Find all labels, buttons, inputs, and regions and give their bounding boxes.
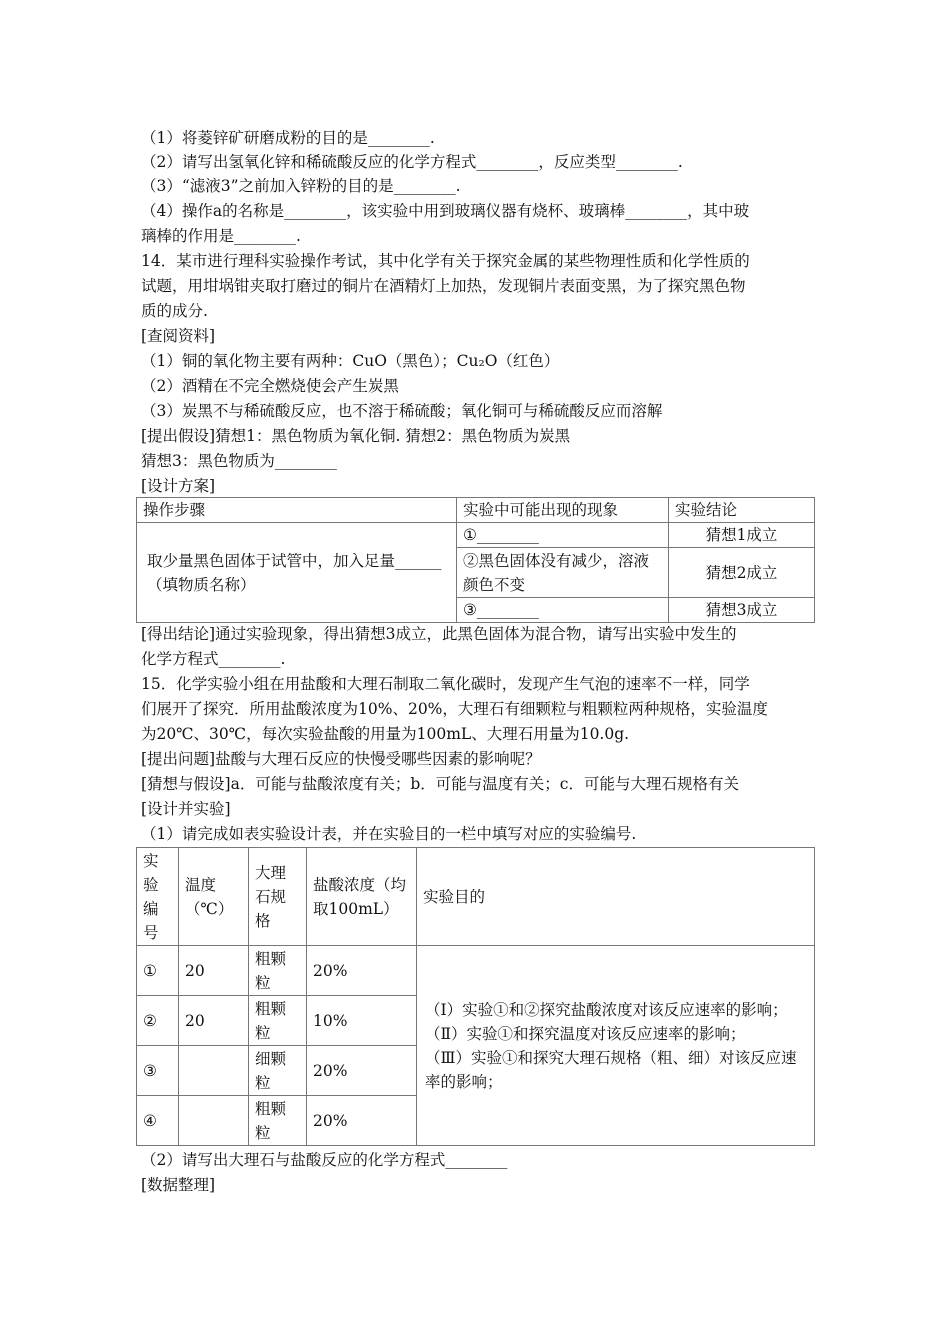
experiment-table: [136, 847, 815, 1146]
table-cell: ②黑色固体没有减少，溶液颜色不变: [457, 548, 669, 598]
text-line: 试题，用坩埚钳夹取打磨过的铜片在酒精灯上加热，发现铜片表面变黑，为了探究黑色物: [141, 277, 746, 295]
text-line: 为20℃、30℃，每次实验盐酸的用量为100mL、大理石用量为10.0g.: [141, 725, 630, 743]
table-header: 实验结论: [669, 498, 815, 523]
table-cell: [179, 1046, 249, 1096]
text-line: （2）酒精在不完全燃烧使会产生炭黑: [141, 377, 399, 395]
table-cell: ③: [137, 1046, 179, 1096]
table-header: 实验编号: [137, 848, 179, 946]
text-line: （4）操作a的名称是________，该实验中用到玻璃仪器有烧杯、玻璃棒________，其中玻: [141, 202, 750, 220]
section-heading: [设计方案]: [141, 477, 216, 495]
section-heading: [设计并实验]: [141, 800, 231, 818]
text-line: （2）请写出大理石与盐酸反应的化学方程式________: [141, 1151, 508, 1169]
section-heading: [数据整理]: [141, 1176, 216, 1194]
table-header: 实验目的: [417, 848, 815, 946]
table-cell: 猜想2成立: [669, 548, 815, 598]
table-cell: ①________: [457, 523, 669, 548]
table-cell: [179, 1096, 249, 1146]
design-table: [136, 497, 815, 623]
purpose-cell: [417, 946, 815, 1146]
table-cell: 20%: [307, 946, 417, 996]
table-cell: ③________: [457, 598, 669, 623]
text-line: （3）炭黑不与稀硫酸反应，也不溶于稀硫酸；氧化铜可与稀硫酸反应而溶解: [141, 402, 663, 420]
text-line: 璃棒的作用是________.: [141, 227, 301, 245]
text-line: [猜想与假设]a．可能与盐酸浓度有关；b．可能与温度有关；c．可能与大理石规格有关: [141, 775, 739, 793]
table-cell: 20%: [307, 1046, 417, 1096]
table-cell: ④: [137, 1096, 179, 1146]
table-header: 温度（℃）: [179, 848, 249, 946]
text-line: （3）“滤液3”之前加入锌粉的目的是________.: [141, 177, 461, 195]
question-14: 14．某市进行理科实验操作考试，其中化学有关于探究金属的某些物理性质和化学性质的: [141, 252, 750, 270]
text-line: 猜想3：黑色物质为________: [141, 452, 337, 470]
table-cell: 猜想1成立: [669, 523, 815, 548]
purpose-line: （Ⅱ）实验①和探究温度对该反应速率的影响；: [425, 1024, 746, 1043]
text-line: [得出结论]通过实验现象，得出猜想3成立，此黑色固体为混合物，请写出实验中发生的: [141, 625, 737, 643]
table-header: 实验中可能出现的现象: [457, 498, 669, 523]
table-header: 大理石规格: [249, 848, 307, 946]
table-header: 操作步骤: [137, 498, 457, 523]
section-heading: [查阅资料]: [141, 327, 216, 345]
table-cell: 粗颗粒: [249, 996, 307, 1046]
text-line: [提出问题]盐酸与大理石反应的快慢受哪些因素的影响呢？: [141, 750, 541, 768]
table-cell: 20: [179, 996, 249, 1046]
table-cell: 猜想3成立: [669, 598, 815, 623]
table-cell: 10%: [307, 996, 417, 1046]
table-cell: 粗颗粒: [249, 946, 307, 996]
table-cell: 取少量黑色固体于试管中，加入足量______（填物质名称）: [137, 523, 457, 623]
table-cell: 20%: [307, 1096, 417, 1146]
text-line: （1）铜的氧化物主要有两种：CuO（黑色）；Cu₂O（红色）: [141, 352, 560, 370]
purpose-line: （Ⅰ）实验①和②探究盐酸浓度对该反应速率的影响；: [425, 1000, 788, 1019]
text-line: （1）将菱锌矿研磨成粉的目的是________.: [141, 129, 435, 147]
text-line: 们展开了探究．所用盐酸浓度为10%、20%，大理石有细颗粒与粗颗粒两种规格，实验温度: [141, 700, 768, 718]
table-cell: 20: [179, 946, 249, 996]
text-line: （1）请完成如表实验设计表，并在实验目的一栏中填写对应的实验编号.: [141, 825, 637, 843]
table-cell: 粗颗粒: [249, 1096, 307, 1146]
table-cell: 细颗粒: [249, 1046, 307, 1096]
table-header: 盐酸浓度（均取100mL）: [307, 848, 417, 946]
table-cell: ②: [137, 996, 179, 1046]
table-cell: ①: [137, 946, 179, 996]
question-15: 15．化学实验小组在用盐酸和大理石制取二氧化碳时，发现产生气泡的速率不一样，同学: [141, 675, 750, 693]
text-line: 质的成分.: [141, 302, 208, 320]
text-line: （2）请写出氢氧化锌和稀硫酸反应的化学方程式________，反应类型________.: [141, 153, 683, 171]
text-line: [提出假设]猜想1：黑色物质为氧化铜. 猜想2：黑色物质为炭黑: [141, 427, 571, 445]
text-line: 化学方程式________.: [141, 650, 286, 668]
purpose-line: （Ⅲ）实验①和探究大理石规格（粗、细）对该反应速率的影响；: [425, 1048, 797, 1091]
